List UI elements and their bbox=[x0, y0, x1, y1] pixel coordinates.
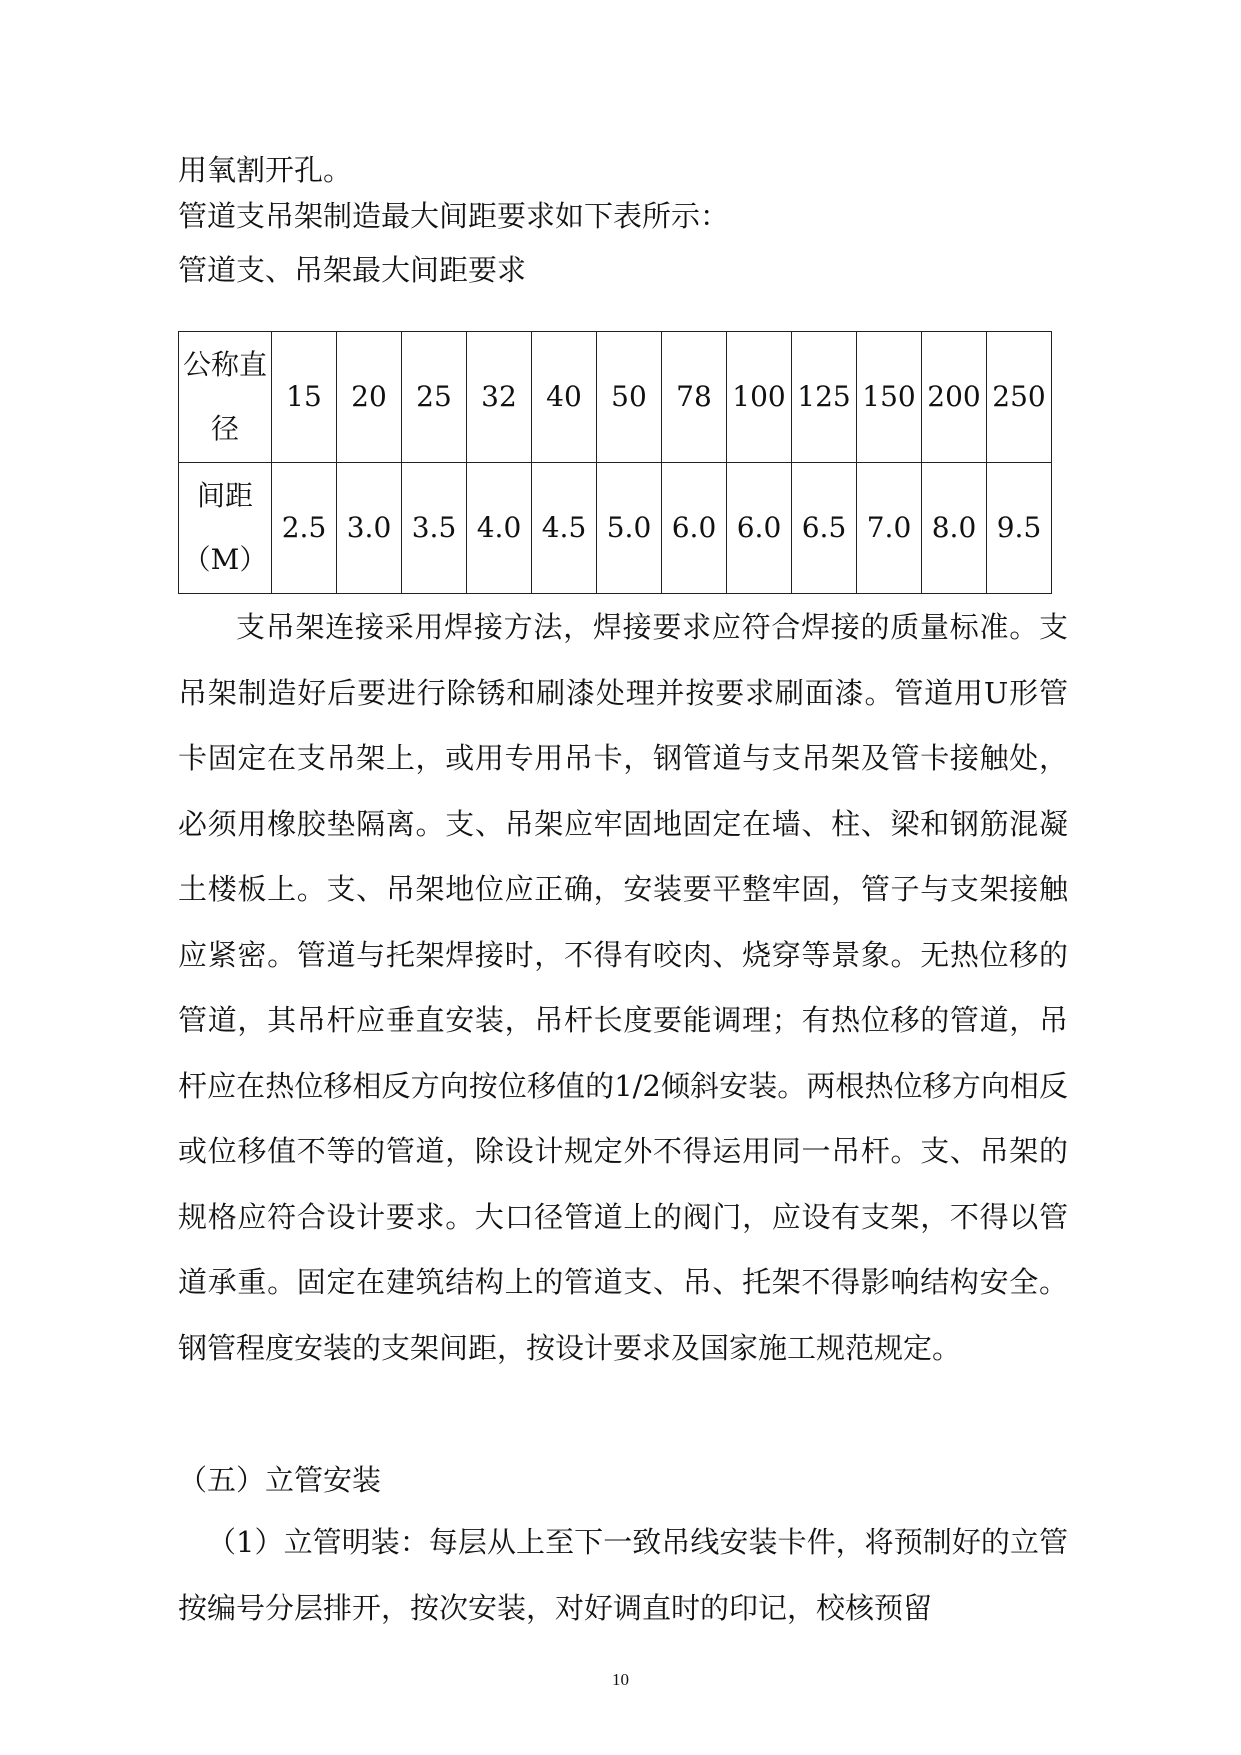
table-cell: 8.0 bbox=[922, 463, 987, 594]
table-cell: 40 bbox=[532, 332, 597, 463]
spacing-table bbox=[178, 331, 1052, 594]
table-cell: 50 bbox=[597, 332, 662, 463]
table-cell: 150 bbox=[857, 332, 922, 463]
table-cell: 3.5 bbox=[402, 463, 467, 594]
body-paragraph-1: 支吊架连接采用焊接方法，焊接要求应符合焊接的质量标准。支吊架制造好后要进行除锈和刷漆处理并按要求刷面漆。管道用U形管卡固定在支吊架上，或用专用吊卡，钢管道与支吊架及管卡接触处，必须用橡胶垫隔离。支、吊架应牢固地固定在墙、柱、梁和钢筋混凝土楼板上。支、吊架地位应正确，安装要平整牢固，管子与支架接触应紧密。管道与托架焊接时，不得有咬肉、烧穿等景象。无热位移的管道，其吊杆应垂直安装，吊杆长度要能调理；有热位移的管道，吊杆应在热位移相反方向按位移值的1/2倾斜安装。两根热位移方向相反或位移值不等的管道，除设计规定外不得运用同一吊杆。支、吊架的规格应符合设计要求。大口径管道上的阀门，应设有支架，不得以管道承重。固定在建筑结构上的管道支、吊、托架不得影响结构安全。钢管程度安装的支架间距，按设计要求及国家施工规范规定。 bbox=[178, 610, 1068, 1365]
table-cell: 9.5 bbox=[987, 463, 1052, 594]
table-cell: 2.5 bbox=[272, 463, 337, 594]
table-cell: 32 bbox=[467, 332, 532, 463]
table-cell: 20 bbox=[337, 332, 402, 463]
table-cell: 3.0 bbox=[337, 463, 402, 594]
table-cell: 78 bbox=[662, 332, 727, 463]
table-cell: 250 bbox=[987, 332, 1052, 463]
table-cell: 200 bbox=[922, 332, 987, 463]
table-row-diameter bbox=[179, 332, 1052, 463]
table-cell: 15 bbox=[272, 332, 337, 463]
text-line-1: 用氧割开孔。 bbox=[178, 153, 353, 187]
row-header-diameter: 公称直径 bbox=[179, 332, 272, 463]
table-cell: 6.0 bbox=[662, 463, 727, 594]
body-paragraph-2: （1）立管明装：每层从上至下一致吊线安装卡件，将预制好的立管按编号分层排开，按次安装，对好调直时的印记，校核预留 bbox=[178, 1525, 1068, 1625]
row-header-spacing: 间距（M） bbox=[179, 463, 272, 594]
table-cell: 6.5 bbox=[792, 463, 857, 594]
table-caption: 管道支、吊架最大间距要求 bbox=[178, 253, 527, 287]
page-number: 10 bbox=[612, 1670, 629, 1689]
table-cell: 125 bbox=[792, 332, 857, 463]
section-heading: （五）立管安装 bbox=[178, 1463, 382, 1497]
table-cell: 4.5 bbox=[532, 463, 597, 594]
table-cell: 6.0 bbox=[727, 463, 792, 594]
table-cell: 7.0 bbox=[857, 463, 922, 594]
text-line-2: 管道支吊架制造最大间距要求如下表所示： bbox=[178, 199, 730, 233]
table-cell: 100 bbox=[727, 332, 792, 463]
table-cell: 25 bbox=[402, 332, 467, 463]
table-cell: 5.0 bbox=[597, 463, 662, 594]
table-cell: 4.0 bbox=[467, 463, 532, 594]
table-row-spacing bbox=[179, 463, 1052, 594]
